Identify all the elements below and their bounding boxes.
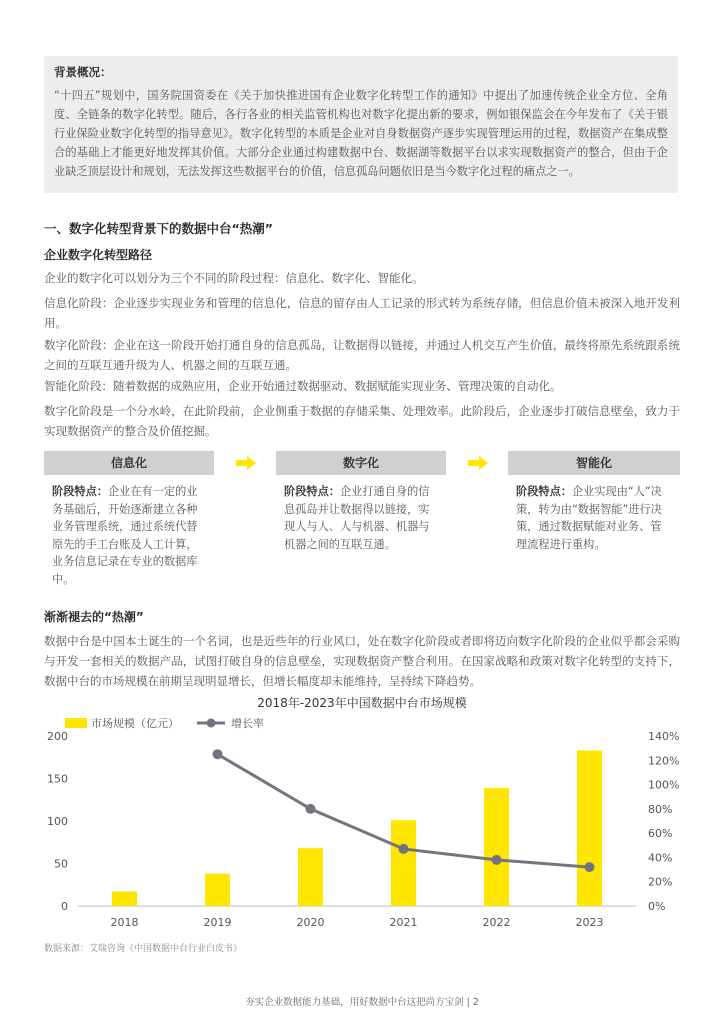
y-right-tick-label: 60% — [648, 827, 673, 841]
legend-line-label: 增长率 — [231, 717, 264, 730]
page-footer: 夯实企业数据能力基础，用好数据中台这把尚方宝剑 | 2 — [245, 997, 479, 1008]
y-right-tick-label: 20% — [648, 875, 673, 889]
growth-rate-point — [492, 855, 502, 865]
legend-bar-label: 市场规模（亿元） — [91, 717, 179, 730]
stage-desc-label: 阶段特点： — [52, 485, 108, 498]
arrow-right-icon — [468, 455, 488, 471]
legend-line-marker — [207, 719, 216, 728]
arrow-right-icon — [236, 455, 256, 471]
market-size-chart — [0, 712, 724, 932]
growth-rate-point — [306, 804, 316, 814]
y-left-tick-label: 150 — [47, 772, 68, 786]
y-left-tick-label: 50 — [54, 857, 68, 871]
paragraph-intelligentization: 智能化阶段：随着数据的成熟应用，企业开始通过数据驱动、数据赋能实现业务、管理决策的自动化。 — [44, 379, 562, 393]
background-title: 背景概况： — [54, 65, 112, 79]
stage-header-informatization: 信息化 — [44, 451, 214, 475]
y-right-tick-label: 100% — [648, 778, 680, 792]
growth-rate-point — [213, 749, 223, 759]
paragraph-digitalization: 数字化阶段：企业在这一阶段开始打通自身的信息孤岛，让数据得以链接，并通过人机交互产生价值，最终将原先系统跟系统之间的互联互通升级为人、机器之间的互联互通。 — [44, 338, 680, 372]
bar-market-size — [205, 874, 230, 906]
chart-legend — [65, 716, 264, 730]
stage-desc-text: 企业在有一定的业务基础后，开始逐渐建立各种业务管理系统，通过系统代替原先的手工台账及人工计算，业务信息记录在专业的数据库中。 — [52, 485, 198, 586]
stage-desc-intelligentization — [516, 483, 671, 553]
paragraph-informatization: 信息化阶段：企业逐步实现业务和管理的信息化，信息的留存由人工记录的形式转为系统存储，但信息价值未被深入地开发利用。 — [44, 296, 680, 330]
y-right-tick-label: 120% — [648, 754, 680, 768]
chart-title: 2018年-2023年中国数据中台市场规模 — [257, 696, 467, 710]
stage-desc-text: 企业打通自身的信息孤岛并让数据得以链接，实现人与人、人与机器、机器与机器之间的互联互通。 — [284, 485, 430, 551]
y-right-tick-label: 80% — [648, 802, 673, 816]
paragraph-stages-intro: 企业的数字化可以划分为三个不同的阶段过程：信息化、数字化、智能化。 — [44, 271, 424, 285]
x-tick-label: 2019 — [203, 916, 232, 929]
stage-desc-informatization — [52, 483, 200, 588]
section1-heading: 一、数字化转型背景下的数据中台“热潮” — [44, 221, 273, 236]
bar-market-size — [112, 892, 137, 906]
y-left-tick-label: 0 — [61, 900, 68, 913]
background-text: “十四五”规划中，国务院国资委在《关于加快推进国有企业数字化转型工作的通知》中提出了加速传统企业全方位、全角度、全链条的数字化转型。随后，各行各业的相关监管机构也对数字化提出新的要求，例如银保监会在今年发布了《关于银行业保险业数字化转型的指导意见》。数字化转型的本质是企业对自身数据资产逐步实现管理运用的过程，数据资产在集成整合的基础上才能更好地发挥其价值。大部分企业通过构建数据中台、数据湖等数据平台以求实现数据资产的整合，但由于企业缺乏顶层设计和规划，无法发挥这些数据平台的价值，信息孤岛问题依旧是当今数字化过程的痛点之一。 — [54, 89, 668, 178]
x-tick-label: 2018 — [110, 916, 139, 929]
data-source-note: 数据来源：艾瑞咨询《中国数据中台行业白皮书》 — [44, 944, 243, 954]
y-right-tick-label: 0% — [648, 900, 666, 913]
x-tick-label: 2021 — [389, 916, 418, 929]
bar-market-size — [391, 820, 416, 906]
stage-desc-label: 阶段特点： — [516, 485, 572, 498]
paragraph-watershed: 数字化阶段是一个分水岭，在此阶段前，企业侧重于数据的存储采集、处理效率。此阶段后，企业逐步打破信息壁垒，致力于实现数据资产的整合及价值挖掘。 — [44, 404, 680, 438]
path-subheading: 企业数字化转型路径 — [44, 248, 153, 262]
background-box — [44, 56, 678, 193]
x-tick-label: 2020 — [296, 916, 325, 929]
bar-market-size — [577, 750, 602, 906]
x-tick-label: 2023 — [575, 916, 604, 929]
stage-desc-digitalization — [284, 483, 434, 553]
growth-rate-point — [585, 862, 595, 872]
x-tick-label: 2022 — [482, 916, 511, 929]
stage-header-digitalization: 数字化 — [276, 451, 446, 475]
stage-header-intelligentization: 智能化 — [508, 451, 680, 475]
y-left-tick-label: 100 — [47, 815, 68, 828]
paragraph-data-platform: 数据中台是中国本土诞生的一个名词，也是近些年的行业风口，处在数字化阶段或者即将迈向数字化阶段的企业似乎都会采购与开发一套相关的数据产品，试图打破自身的信息壁垒，实现数据资产整合利用。在国家战略和政策对数字化转型的支持下，数据中台的市场规模在前期呈现明显增长，但增长幅度却未能维持，呈持续下降趋势。 — [44, 634, 680, 688]
y-right-tick-label: 140% — [648, 730, 680, 743]
fading-subheading: 渐渐褪去的“热潮” — [44, 610, 144, 624]
bar-market-size — [484, 788, 509, 906]
y-right-tick-label: 40% — [648, 851, 673, 865]
bar-market-size — [298, 848, 323, 906]
stage-desc-text: 企业实现由“人”决策，转为由“数据智能”进行决策，通过数据赋能对业务、管理流程进行重构。 — [516, 485, 662, 551]
stage-desc-label: 阶段特点： — [284, 485, 340, 498]
y-left-tick-label: 200 — [47, 730, 68, 743]
legend-bar-swatch — [65, 718, 87, 728]
growth-rate-point — [399, 844, 409, 854]
